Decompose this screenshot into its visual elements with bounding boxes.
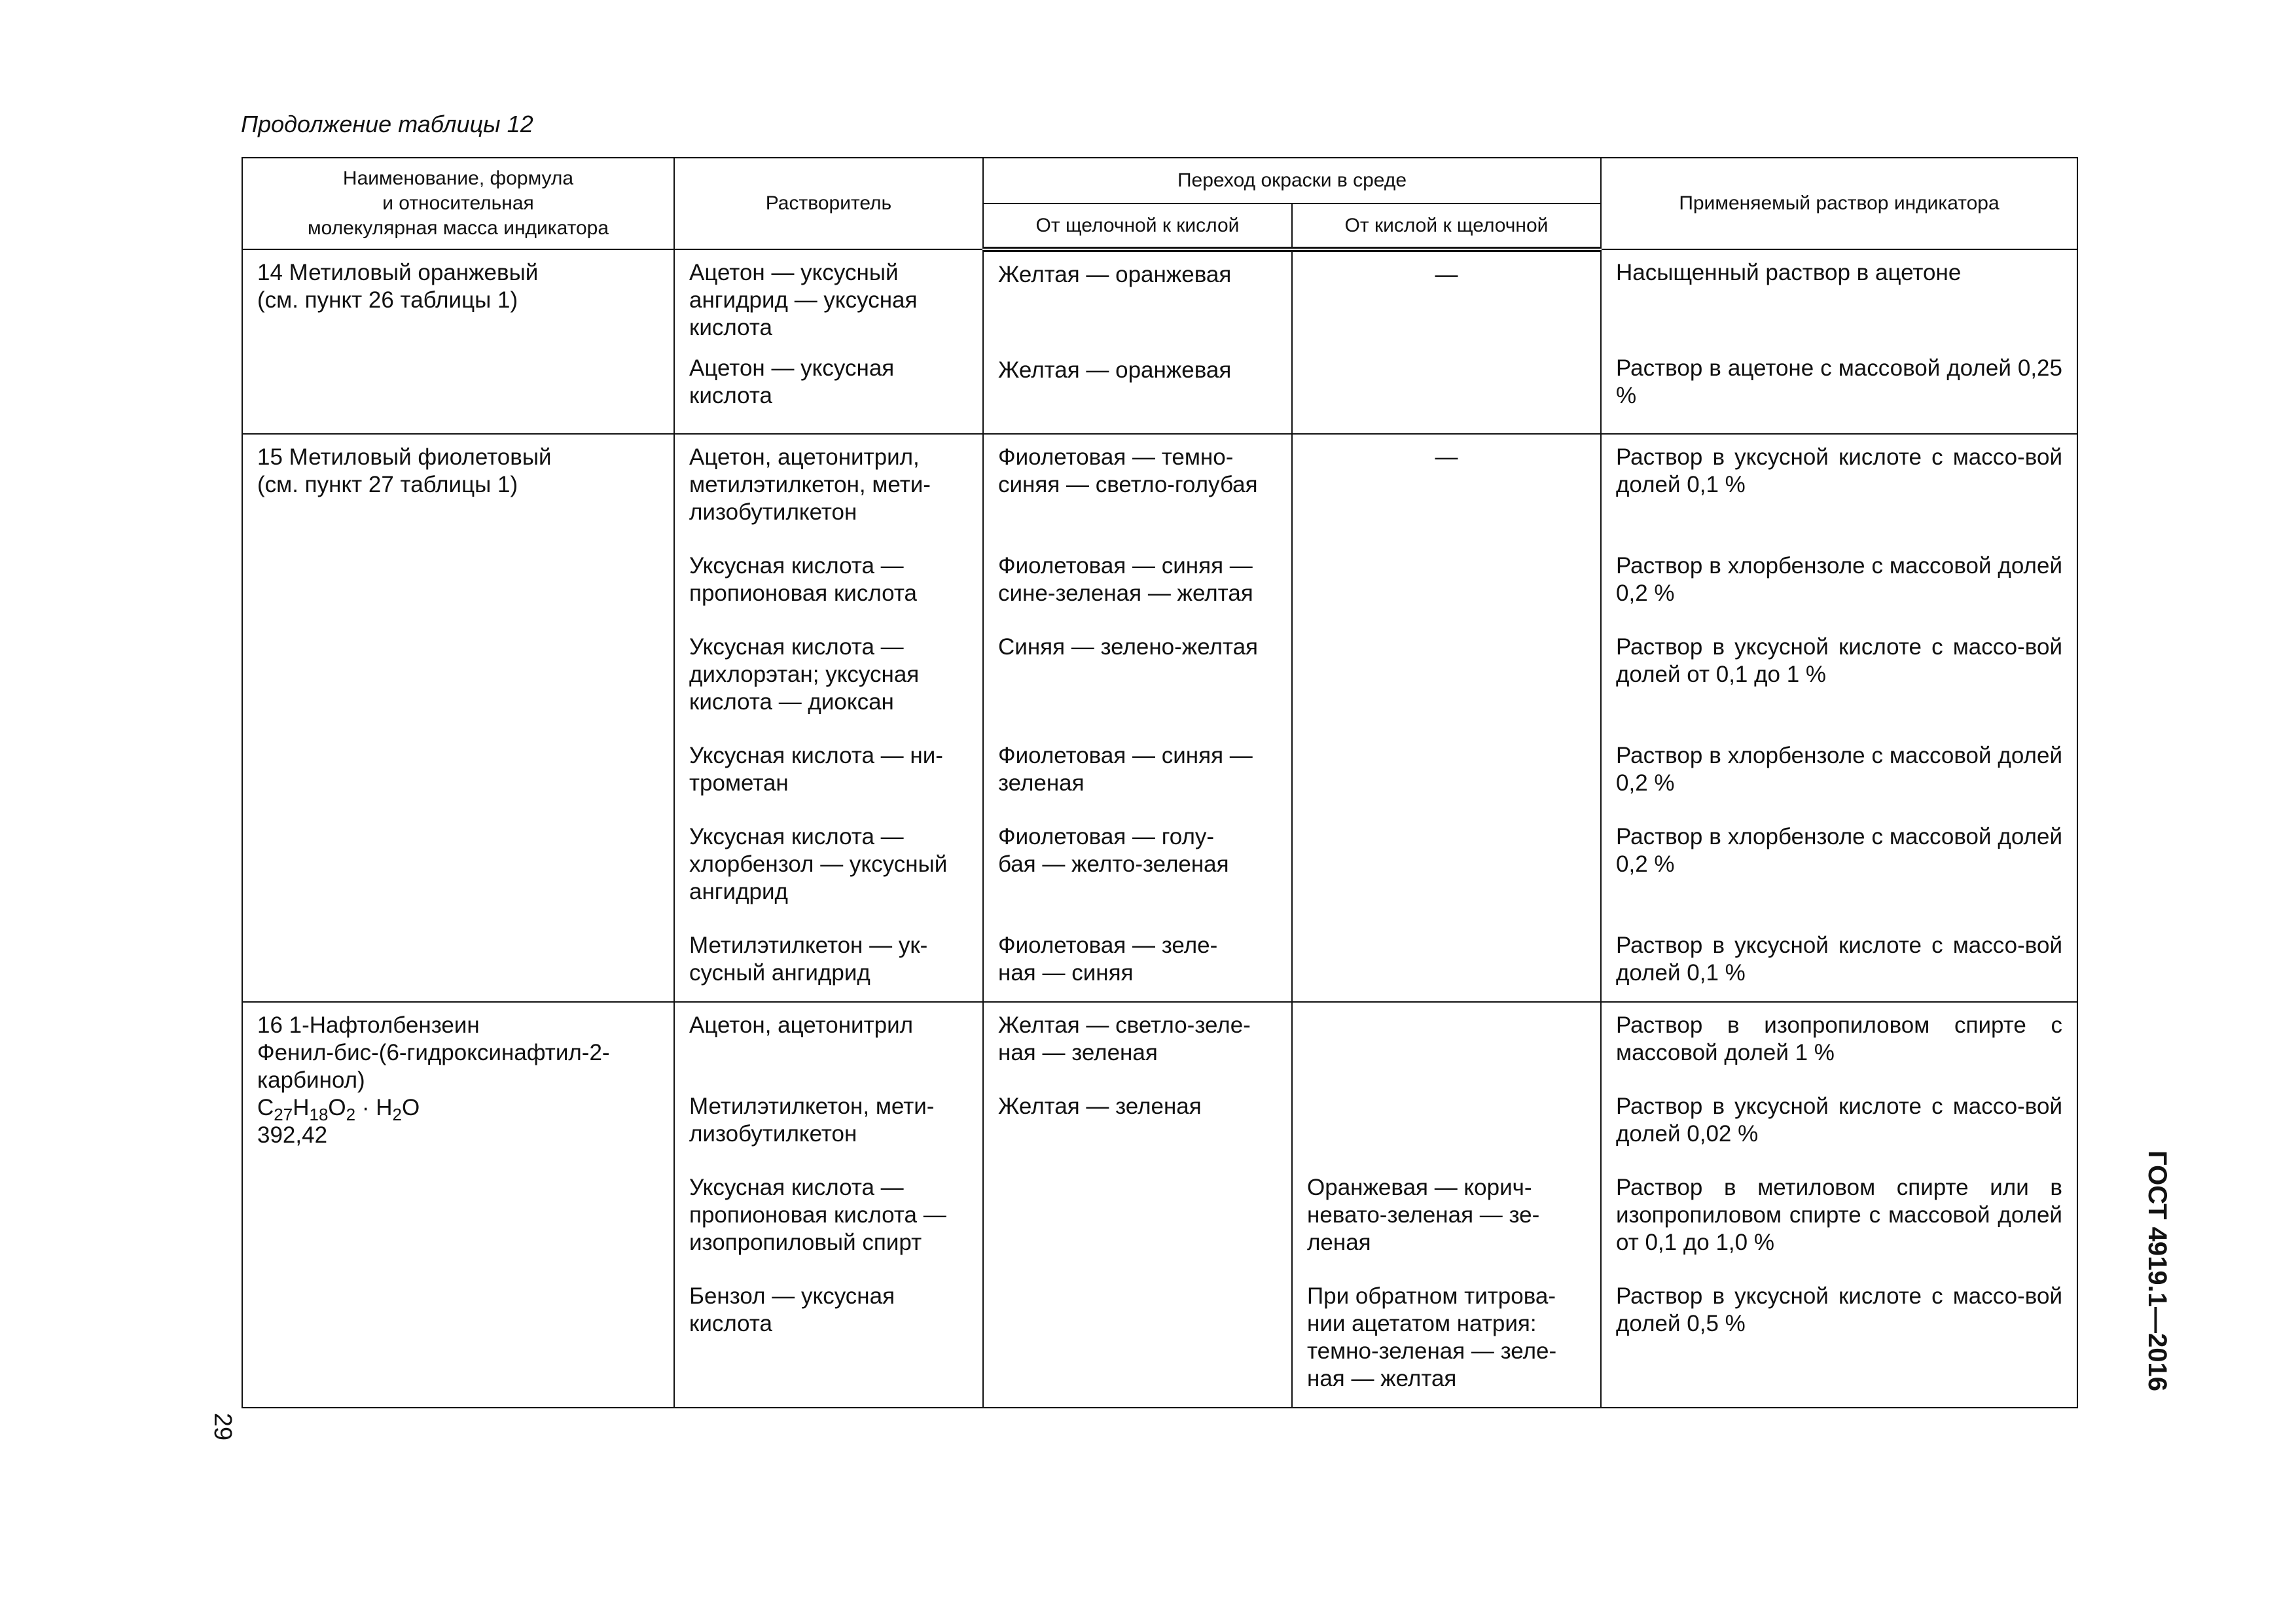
solvent-cell (674, 434, 983, 1002)
solvent-text: Ацетон — уксусная кислота (689, 355, 895, 408)
solvent-text: Уксусная кислота — пропионовая кислота (689, 553, 917, 606)
transition-text: — (1435, 444, 1458, 470)
transition-text: Фиолетовая — темно- синяя — светло-голубая (998, 444, 1258, 497)
transition-text: Желтая — светло-зеле- ная — зеленая (998, 1012, 1251, 1065)
table-row (242, 249, 2077, 434)
acid-alk-cell (1292, 434, 1601, 1002)
solution-cell (1601, 1002, 2077, 1408)
solution-text: Насыщенный раствор в ацетоне (1616, 260, 1962, 285)
table-row (242, 1002, 2077, 1408)
solution-text: Раствор в уксусной кислоте с массо-вой долей 0,1 % (1616, 933, 2062, 986)
solvent-text: Уксусная кислота — хлорбензол — уксусный ангидрид (689, 824, 948, 904)
table-caption: Продолжение таблицы 12 (241, 111, 533, 137)
page-number: 29 (209, 1412, 236, 1441)
solvent-text: Ацетон, ацетонитрил, метилэтилкетон, мети- лизобутилкетон (689, 444, 931, 525)
indicator-name-cell (242, 434, 674, 1002)
transition-text: — (1435, 262, 1458, 287)
header-alk-to-acid: От щелочной к кислой (983, 204, 1292, 249)
transition-text: Желтая — оранжевая (998, 357, 1232, 383)
transition-text: Фиолетовая — зеле- ная — синяя (998, 933, 1218, 986)
transition-text: Фиолетовая — синяя — зеленая (998, 743, 1253, 796)
header-solution: Применяемый раствор индикатора (1601, 158, 2077, 249)
solution-text: Раствор в хлорбензоле с массовой долей 0,2 % (1616, 743, 2062, 796)
solvent-text: Бензол — уксусная кислота (689, 1283, 895, 1336)
indicator-table (242, 157, 2078, 1408)
indicator-name: 14 Метиловый оранжевый (см. пункт 26 таблицы 1) (257, 260, 539, 313)
solvent-text: Уксусная кислота — ни- трометан (689, 743, 943, 796)
solvent-text: Метилэтилкетон, мети- лизобутилкетон (689, 1094, 935, 1147)
header-solvent: Растворитель (674, 158, 983, 249)
solution-cell (1601, 249, 2077, 434)
solution-text: Раствор в ацетоне с массовой долей 0,25 % (1616, 355, 2062, 408)
transition-text: Синяя — зелено-желтая (998, 634, 1258, 660)
solution-text: Раствор в уксусной кислоте с массо-вой долей 0,02 % (1616, 1094, 2062, 1147)
transition-text: Желтая — зеленая (998, 1094, 1202, 1119)
alk-acid-cell (983, 434, 1292, 1002)
transition-text: Оранжевая — корич- невато-зеленая — зе- леная (1307, 1175, 1540, 1255)
acid-alk-cell (1292, 1002, 1601, 1408)
alk-acid-cell (983, 1002, 1292, 1408)
solution-text: Раствор в хлорбензоле с массовой долей 0,2 % (1616, 824, 2062, 877)
solution-text: Раствор в изопропиловом спирте с массовой долей 1 % (1616, 1012, 2062, 1065)
solution-text: Раствор в уксусной кислоте с массо-вой долей от 0,1 до 1 % (1616, 634, 2062, 687)
transition-text: При обратном титрова- нии ацетатом натрия: темно-зеленая — зеле- ная — желтая (1307, 1283, 1557, 1391)
solvent-text: Уксусная кислота — дихлорэтан; уксусная кислота — диоксан (689, 634, 920, 715)
transition-text: Желтая — оранжевая (998, 262, 1232, 287)
solution-text: Раствор в метиловом спирте или в изопропиловом спирте с массовой долей от 0,1 до 1,0 % (1616, 1175, 2062, 1255)
acid-alk-cell (1292, 249, 1601, 434)
indicator-name-cell (242, 249, 674, 434)
chemical-formula: $C_{27}H_{18}O_2 \cdot H_2O$ (257, 1095, 420, 1124)
alk-acid-cell (983, 249, 1292, 434)
transition-text: Фиолетовая — синяя — сине-зеленая — желтая (998, 553, 1253, 606)
molecular-mass: 392,42 (257, 1122, 328, 1148)
solvent-text: Ацетон — уксусный ангидрид — уксусная кислота (689, 260, 918, 340)
solution-text: Раствор в уксусной кислоте с массо-вой долей 0,5 % (1616, 1283, 2062, 1336)
indicator-name: 16 1-Нафтолбензеин Фенил-бис-(6-гидроксинафтил-2- карбинол) (257, 1012, 610, 1093)
table-row (242, 434, 2077, 1002)
solvent-text: Ацетон, ацетонитрил (689, 1012, 914, 1038)
solution-text: Раствор в хлорбензоле с массовой долей 0,2 % (1616, 553, 2062, 606)
solution-text: Раствор в уксусной кислоте с массо-вой долей 0,1 % (1616, 444, 2062, 497)
solvent-cell (674, 1002, 983, 1408)
transition-text: Фиолетовая — голу- бая — желто-зеленая (998, 824, 1229, 877)
solvent-text: Метилэтилкетон — ук- сусный ангидрид (689, 933, 928, 986)
indicator-name: 15 Метиловый фиолетовый (см. пункт 27 таблицы 1) (257, 444, 552, 497)
indicator-name-cell (242, 1002, 674, 1408)
header-transition: Переход окраски в среде (983, 158, 1601, 204)
header-name: Наименование, формула и относительная молекулярная масса индикатора (242, 158, 674, 249)
standard-code: ГОСТ 4919.1—2016 (2143, 1150, 2172, 1392)
header-acid-to-alk: От кислой к щелочной (1292, 204, 1601, 249)
solvent-cell (674, 249, 983, 434)
solvent-text: Уксусная кислота — пропионовая кислота — изопропиловый спирт (689, 1175, 946, 1255)
solution-cell (1601, 434, 2077, 1002)
